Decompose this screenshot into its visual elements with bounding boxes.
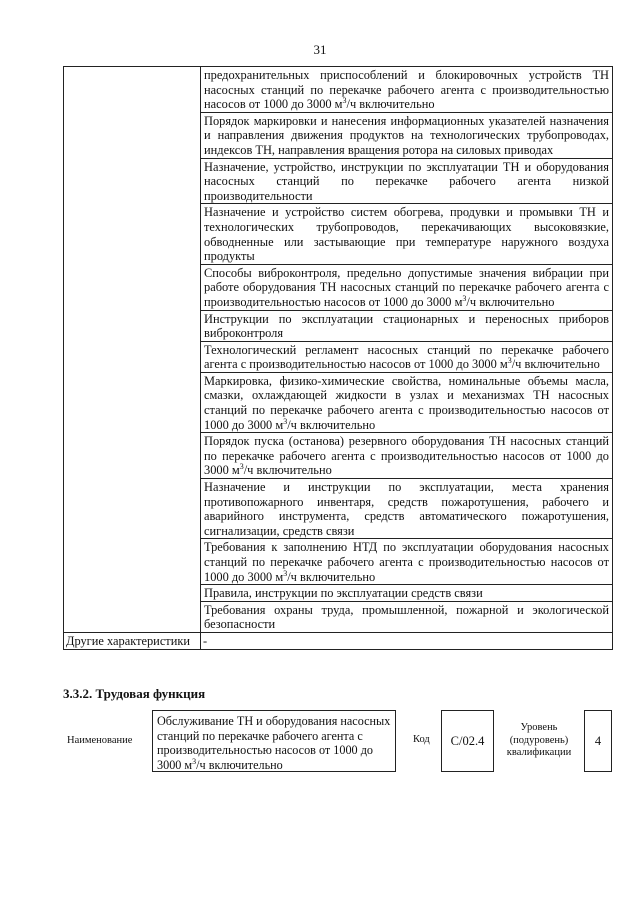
requirement-cell xyxy=(201,479,613,539)
requirement-text-suffix: /ч включительно xyxy=(287,569,376,584)
requirement-cell xyxy=(201,264,613,310)
requirement-text xyxy=(201,67,612,112)
requirement-cell xyxy=(201,433,613,479)
requirement-cell xyxy=(201,112,613,158)
requirement-cell xyxy=(201,585,613,602)
requirement-cell xyxy=(201,372,613,432)
requirement-text xyxy=(201,113,612,158)
empty-label-cell xyxy=(64,67,201,633)
requirement-superscript: 3 xyxy=(507,356,512,366)
requirement-cell xyxy=(201,341,613,372)
requirement-text xyxy=(201,204,612,263)
knowledge-table xyxy=(63,66,613,650)
qualification-level-box xyxy=(584,710,612,772)
code-label: Код xyxy=(413,734,430,745)
function-name-superscript: 3 xyxy=(192,756,197,766)
requirement-superscript: 3 xyxy=(283,416,288,426)
requirement-cell xyxy=(201,67,613,113)
requirement-text-main: Порядок пуска (останова) резервного оборудования ТН насосных станций по перекачке рабочего агента с производительностью насосов от 1000 до 3000 м xyxy=(204,434,609,478)
table-row xyxy=(64,67,613,113)
requirement-text xyxy=(201,602,612,632)
requirement-text xyxy=(201,373,612,432)
requirement-superscript: 3 xyxy=(283,568,288,578)
requirement-text-suffix: /ч включительно xyxy=(511,357,600,372)
name-label: Наименование xyxy=(67,735,133,746)
requirement-cell xyxy=(201,158,613,204)
requirement-text-main: Порядок маркировки и нанесения информационных указателей назначения и направления движения продуктов на технологических трубопроводах, индексов ТН, направления вращения ротора на силовых приводах xyxy=(204,113,609,157)
requirement-text-suffix: /ч включительно xyxy=(287,417,376,432)
requirement-text-main: Инструкции по эксплуатации стационарных и переносных приборов виброконтроля xyxy=(204,311,609,341)
qualification-level-value: 4 xyxy=(594,733,602,748)
requirement-text-main: Требования охраны труда, промышленной, пожарной и экологической безопасности xyxy=(204,602,609,632)
requirement-text-main: Назначение, устройство, инструкции по эксплуатации ТН и оборудования насосных станций по перекачке рабочего агента низкой производительности xyxy=(204,159,609,203)
requirement-text-suffix: /ч включительно xyxy=(466,294,555,309)
other-characteristics-label-text: Другие характеристики xyxy=(66,633,191,648)
requirement-superscript: 3 xyxy=(342,96,347,106)
requirement-text-main: Маркировка, физико-химические свойства, номинальные объемы масла, смазки, охлаждающей жидкости в узлах и механизмах ТН насосных станций по перекачке рабочего агента с производительностью насосов от 1000 до 3000 м xyxy=(204,373,609,432)
function-name-box xyxy=(152,710,396,772)
requirement-text-main: Требования к заполнению НТД по эксплуатации оборудования насосных станций по перекачке рабочего агента с производительностью насосов от 1000 до 3000 м xyxy=(204,540,609,584)
requirement-text-main: Способы виброконтроля, предельно допустимые значения вибрации при работе оборудования ТН насосных станций по перекачке рабочего агента с производительностью насосов от 1000 до 3000 м xyxy=(204,265,609,309)
other-characteristics-value-text: - xyxy=(203,633,208,648)
requirement-text xyxy=(201,479,612,538)
page-number: 31 xyxy=(313,42,327,57)
requirement-text xyxy=(201,311,612,341)
section-heading: 3.3.2. Трудовая функция xyxy=(63,686,206,701)
requirement-cell xyxy=(201,310,613,341)
qualification-level-label: Уровень (подуровень) квалификации xyxy=(506,722,572,758)
requirement-superscript: 3 xyxy=(239,462,244,472)
requirement-text-main: Технологический регламент насосных станций по перекачке рабочего агента с производительностью насосов от 1000 до 3000 м xyxy=(204,342,609,372)
requirement-text xyxy=(201,265,612,310)
requirement-cell xyxy=(201,204,613,264)
requirement-text xyxy=(201,433,612,478)
requirement-cell xyxy=(201,539,613,585)
code-box xyxy=(441,710,494,772)
requirement-text xyxy=(201,159,612,204)
requirement-text xyxy=(201,539,612,584)
requirement-text-suffix: /ч включительно xyxy=(243,463,332,478)
requirement-text-main: Правила, инструкции по эксплуатации средств связи xyxy=(204,586,483,601)
function-name-suffix: /ч включительно xyxy=(196,757,283,772)
code-value: C/02.4 xyxy=(450,733,485,748)
requirement-cell xyxy=(201,601,613,632)
other-characteristics-label xyxy=(64,632,201,649)
other-characteristics-value xyxy=(201,632,613,649)
requirement-text xyxy=(201,342,612,372)
requirement-text-main: Назначение и инструкции по эксплуатации, места хранения противопожарного инвентаря, средств пожаротушения, рабочего и аварийного инструмента, средств автоматического пожаротушения, сигнализации, средств связи xyxy=(204,480,609,538)
requirement-text xyxy=(201,585,612,601)
table-row-other xyxy=(64,632,613,649)
requirement-superscript: 3 xyxy=(462,293,467,303)
function-name-text: Обслуживание ТН и оборудования насосных станций по перекачке рабочего агента с производительностью насосов от 1000 до 3000 м xyxy=(157,714,391,772)
requirement-text-main: предохранительных приспособлений и блокировочных устройств ТН насосных станций по перекачке рабочего агента с производительностью насосов от 1000 до 3000 м xyxy=(204,68,609,112)
knowledge-table-body xyxy=(64,67,613,650)
requirement-text-suffix: /ч включительно xyxy=(346,97,435,112)
requirement-text-main: Назначение и устройство систем обогрева, продувки и промывки ТН и технологических трубопроводов, перекачивающих высоковязкие, обводненные или застывающие при температуре наружного воздуха продукты xyxy=(204,205,609,264)
